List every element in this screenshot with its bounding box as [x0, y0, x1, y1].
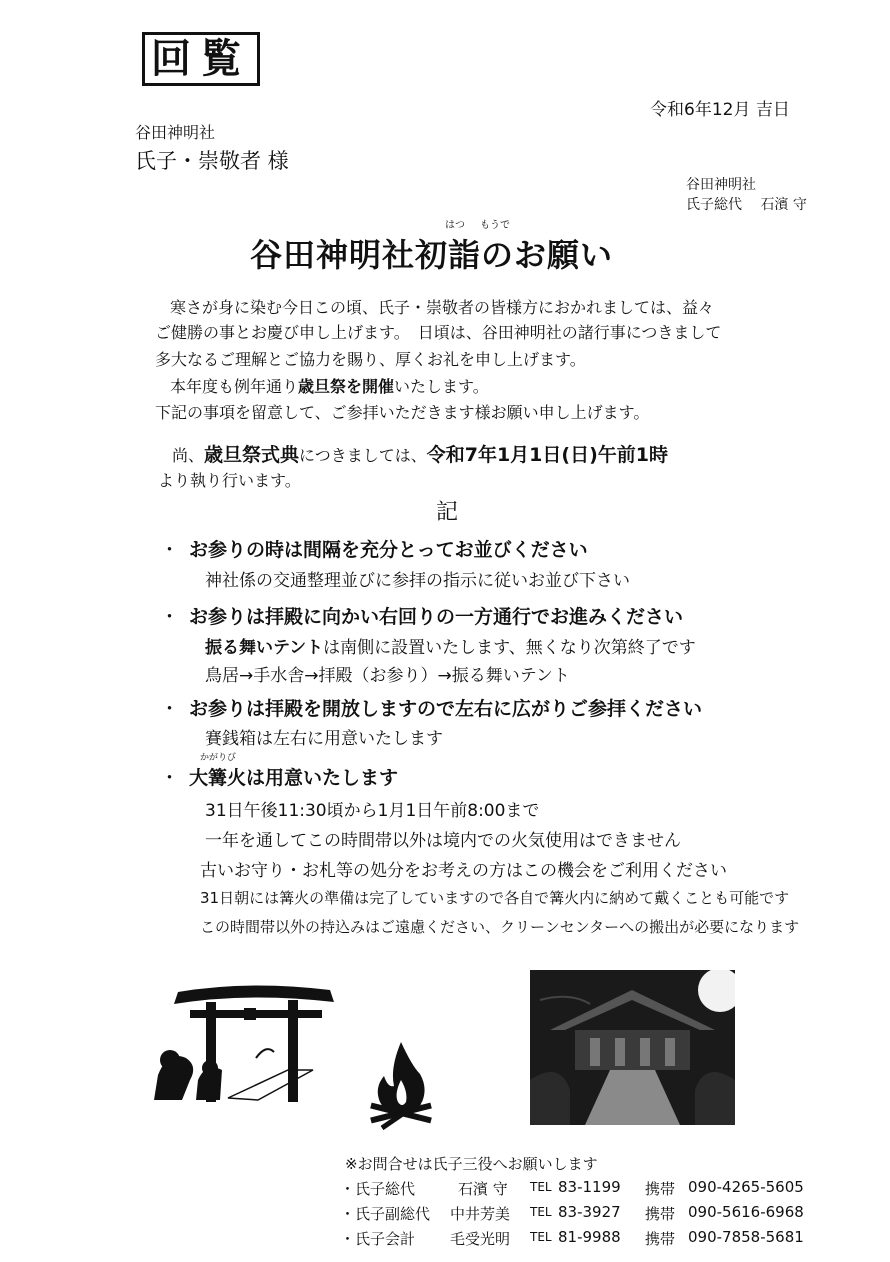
intro-line-6-pre: 尚、	[172, 446, 205, 465]
tel-label: TEL	[530, 1230, 552, 1244]
item-1-heading	[160, 535, 588, 562]
item-2-sub-1-post: は南側に設置いたします、無くなり次第終了です	[323, 638, 696, 658]
contact-row	[340, 1178, 820, 1198]
item-4-heading-text: 大篝火は用意いたします	[189, 767, 399, 789]
contact-role: ・氏子総代	[340, 1180, 416, 1198]
sender-name: 氏子総代 石濱 守	[686, 197, 807, 213]
page-title: 谷田神明社初詣のお願い	[250, 236, 614, 274]
contact-mobile: 090-7858-5681	[688, 1228, 804, 1246]
item-4-sub-4: 31日朝には篝火の準備は完了していますので各自で篝火内に納めて戴くことも可能です	[200, 889, 790, 907]
night-shrine-illustration	[530, 970, 735, 1125]
intro-line-6-bold-1: 歳旦祭式典	[204, 444, 300, 466]
item-3-heading	[160, 694, 702, 721]
contact-note: ※お問合せは氏子三役へお願いします	[345, 1155, 598, 1173]
intro-line-7: より執り行います。	[158, 471, 301, 490]
intro-line-4-pre: 本年度も例年通り	[170, 377, 299, 396]
item-3-heading-text: お参りは拝殿を開放しますので左右に広がりご参拝ください	[189, 698, 703, 720]
intro-line-1: 寒さが身に染む今日この頃、氏子・崇敬者の皆様方におかれましては、益々	[170, 298, 715, 317]
item-4-sub-2: 一年を通してこの時間帯以外は境内での火気使用はできません	[205, 831, 681, 851]
tel-label: TEL	[530, 1205, 552, 1219]
title-ruby-moude: もうで	[480, 220, 510, 231]
item-4-heading	[160, 763, 398, 790]
intro-line-4-post: いたします。	[394, 377, 489, 396]
mobile-label: 携帯	[645, 1205, 676, 1223]
intro-line-6-bold-2: 令和7年1月1日(日)午前1時	[426, 444, 668, 466]
title-ruby-hatsu: はつ	[445, 220, 465, 231]
mobile-label: 携帯	[645, 1180, 676, 1198]
ki-heading: 記	[436, 500, 459, 525]
intro-line-2: ご健勝の事とお慶び申し上げます。 日頃は、谷田神明社の諸行事につきまして	[155, 323, 722, 342]
bullet-dot: ・	[160, 606, 180, 628]
item-2-sub-1-bold: 振る舞いテント	[205, 638, 324, 658]
kairan-stamp: 回覧	[142, 32, 260, 86]
intro-line-5: 下記の事項を留意して、ご参拝いただきます様お願い申し上げます。	[155, 403, 650, 422]
contact-name: 石濱 守	[458, 1180, 508, 1198]
bullet-dot: ・	[160, 767, 180, 789]
contact-mobile: 090-5616-6968	[688, 1203, 804, 1221]
item-2-heading-text: お参りは拝殿に向かい右回りの一方通行でお進みください	[189, 606, 684, 628]
intro-line-6	[172, 440, 668, 467]
contact-role: ・氏子副総代	[340, 1205, 431, 1223]
intro-line-4	[170, 374, 489, 397]
intro-line-6-mid: につきましては、	[299, 446, 427, 465]
contact-tel: 83-3927	[558, 1203, 621, 1221]
item-2-heading	[160, 602, 683, 629]
intro-line-4-bold: 歳旦祭を開催	[298, 377, 395, 396]
contact-tel: 81-9988	[558, 1228, 621, 1246]
intro-line-3: 多大なるご理解とご協力を賜り、厚くお礼を申し上げます。	[155, 350, 586, 369]
contact-name: 毛受光明	[450, 1230, 511, 1248]
contact-mobile: 090-4265-5605	[688, 1178, 804, 1196]
item-4-sub-5: この時間帯以外の持込みはご遠慮ください、クリーンセンターへの搬出が必要になります	[200, 918, 800, 936]
contact-tel: 83-1199	[558, 1178, 621, 1196]
contact-row	[340, 1228, 820, 1248]
mobile-label: 携帯	[645, 1230, 676, 1248]
sender-shrine: 谷田神明社	[686, 177, 756, 193]
issue-date: 令和6年12月 吉日	[650, 100, 790, 120]
item-4-sub-3: 古いお守り・お札等の処分をお考えの方はこの機会をご利用ください	[200, 861, 727, 881]
item-2-sub-2: 鳥居→手水舎→拝殿（お参り）→振る舞いテント	[205, 666, 570, 686]
bullet-dot: ・	[160, 698, 180, 720]
item-1-sub: 神社係の交通整理並びに参拝の指示に従いお並び下さい	[205, 571, 630, 591]
contact-name: 中井芳美	[450, 1205, 511, 1223]
recipient-shrine: 谷田神明社	[135, 123, 216, 142]
contact-row	[340, 1203, 820, 1223]
recipient-name: 氏子・崇敬者 様	[135, 149, 289, 173]
tel-label: TEL	[530, 1180, 552, 1194]
item-2-sub-1	[205, 633, 696, 658]
item-4-ruby: かがりび	[200, 753, 237, 763]
item-3-sub: 賽銭箱は左右に用意いたします	[205, 729, 443, 749]
contact-role: ・氏子会計	[340, 1230, 416, 1248]
bonfire-illustration	[362, 1040, 440, 1132]
bullet-dot: ・	[160, 539, 180, 561]
torii-illustration	[138, 980, 358, 1105]
item-4-sub-1: 31日午後11:30頃から1月1日午前8:00まで	[205, 801, 540, 821]
item-1-heading-text: お参りの時は間隔を充分とってお並びください	[189, 539, 588, 561]
